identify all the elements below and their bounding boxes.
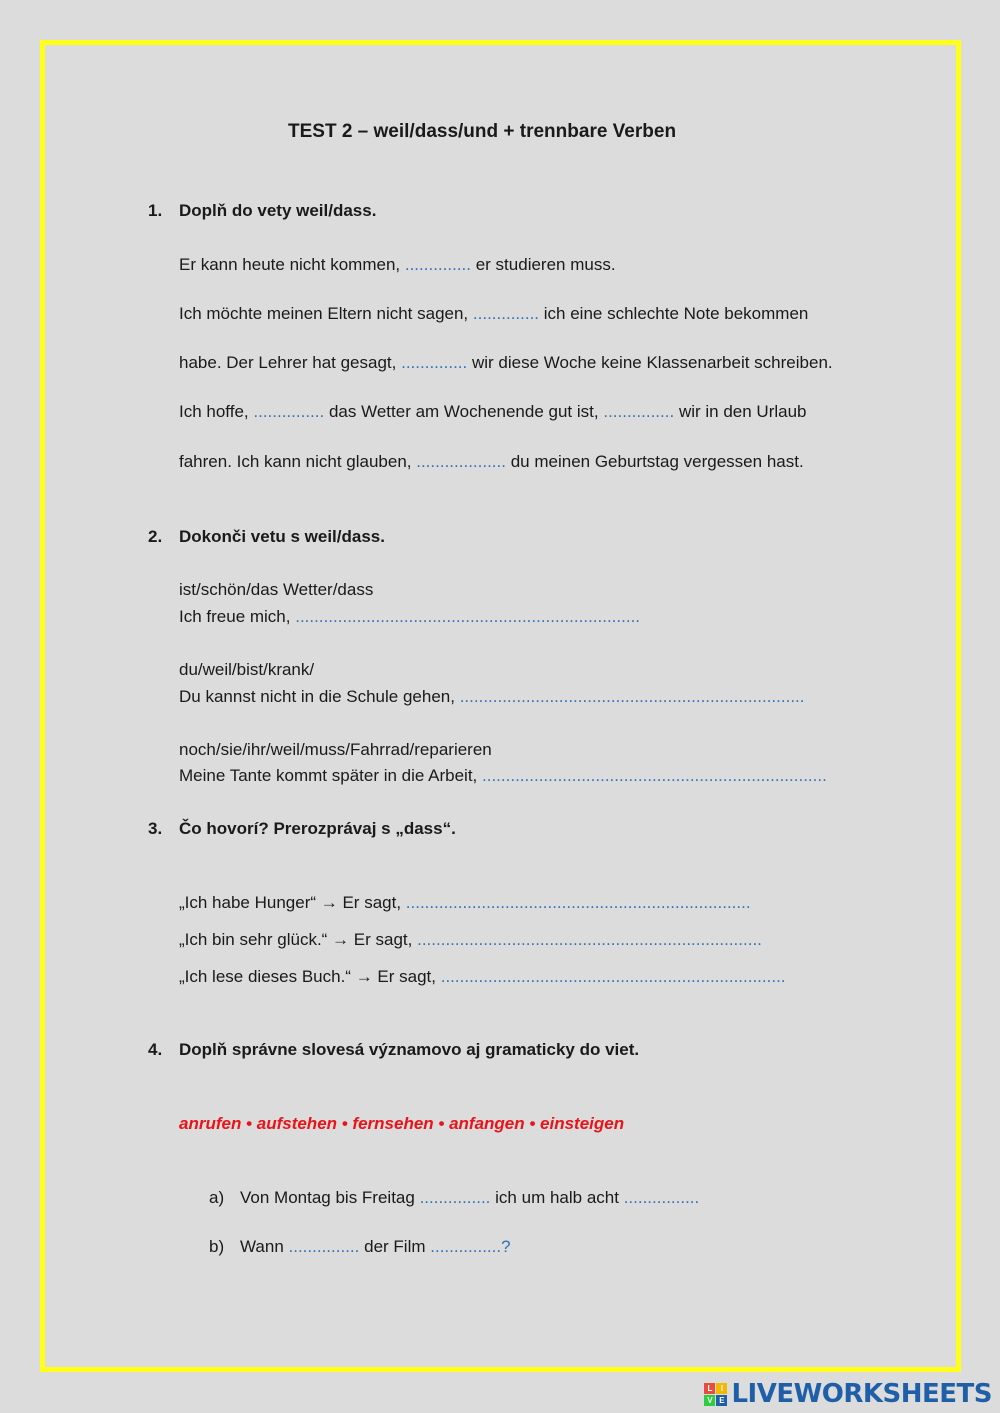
s1-line-4: Ich hoffe, ............... das Wetter am Wochenende gut ist, ............... wir in den Urlaub [179, 402, 807, 421]
section-3-heading: Čo hovorí? Prerozprávaj s „dass“. [179, 819, 456, 838]
s1-line-5: fahren. Ich kann nicht glauben, ................... du meinen Geburtstag vergessen hast. [179, 452, 804, 471]
s2-prompt-3: Meine Tante kommt später in die Arbeit, ......................................................................... [179, 766, 827, 785]
s4-item-a: Von Montag bis Freitag ............... ich um halb acht ................ [240, 1188, 700, 1207]
answer-line[interactable]: ......................................................................... [459, 687, 805, 706]
section-1-heading: Doplň do vety weil/dass. [179, 201, 377, 220]
s1-line-1: Er kann heute nicht kommen, .............. er studieren muss. [179, 255, 616, 274]
s2-words-3: noch/sie/ihr/weil/muss/Fahrrad/reparieren [179, 740, 492, 759]
s4-item-b-label: b) [209, 1237, 225, 1256]
blank-input[interactable]: .............. [401, 353, 468, 372]
section-4-number: 4. [148, 1040, 163, 1059]
answer-line[interactable]: ......................................................................... [295, 607, 641, 626]
section-4-heading: Doplň správne slovesá významovo aj gramaticky do viet. [179, 1040, 640, 1059]
page-title: TEST 2 – weil/dass/und + trennbare Verben [288, 121, 677, 142]
section-2-number: 2. [148, 527, 163, 546]
blank-input[interactable]: ................ [623, 1188, 700, 1207]
s4-item-a-label: a) [209, 1188, 225, 1207]
s2-prompt-1: Ich freue mich, ......................................................................... [179, 607, 641, 626]
s2-words-1: ist/schön/das Wetter/dass [179, 580, 374, 599]
s1-line-3: habe. Der Lehrer hat gesagt, .............. wir diese Woche keine Klassenarbeit schreiben. [179, 353, 833, 372]
section-2-heading: Dokonči vetu s weil/dass. [179, 527, 385, 546]
word-bank: anrufen • aufstehen • fernsehen • anfangen • einsteigen [179, 1114, 625, 1133]
blank-input[interactable]: .............. [472, 304, 540, 323]
answer-line[interactable]: ......................................................................... [482, 766, 827, 785]
s3-quote-1: „Ich habe Hunger“ → Er sagt, ......................................................................... [179, 893, 751, 912]
s1-line-2: Ich möchte meinen Eltern nicht sagen, .............. ich eine schlechte Note bekommen [179, 304, 809, 323]
blank-input[interactable]: ............... [603, 402, 675, 421]
blank-input[interactable]: ................... [416, 452, 506, 471]
section-1-number: 1. [148, 201, 163, 220]
s2-prompt-2: Du kannst nicht in die Schule gehen, ......................................................................... [179, 687, 805, 706]
liveworksheets-logo [704, 1379, 992, 1409]
logo-mark-icon: L I V E [704, 1383, 727, 1406]
blank-input[interactable]: .............. [404, 255, 471, 274]
s4-item-b: Wann ............... der Film ...............? [240, 1237, 511, 1256]
section-3-number: 3. [148, 819, 163, 838]
s3-quote-3: „Ich lese dieses Buch.“ → Er sagt, ......................................................................... [179, 967, 786, 986]
answer-line[interactable]: ......................................................................... [440, 967, 786, 986]
blank-input[interactable]: ...............? [430, 1237, 511, 1256]
s3-quote-2: „Ich bin sehr glück.“ → Er sagt, ......................................................................... [179, 930, 762, 949]
blank-input[interactable]: ............... [253, 402, 325, 421]
blank-input[interactable]: ............... [419, 1188, 491, 1207]
s2-words-2: du/weil/bist/krank/ [179, 660, 315, 679]
blank-input[interactable]: ............... [288, 1237, 360, 1256]
answer-line[interactable]: ......................................................................... [417, 930, 762, 949]
logo-text: LIVEWORKSHEETS [731, 1379, 992, 1409]
answer-line[interactable]: ......................................................................... [405, 893, 751, 912]
